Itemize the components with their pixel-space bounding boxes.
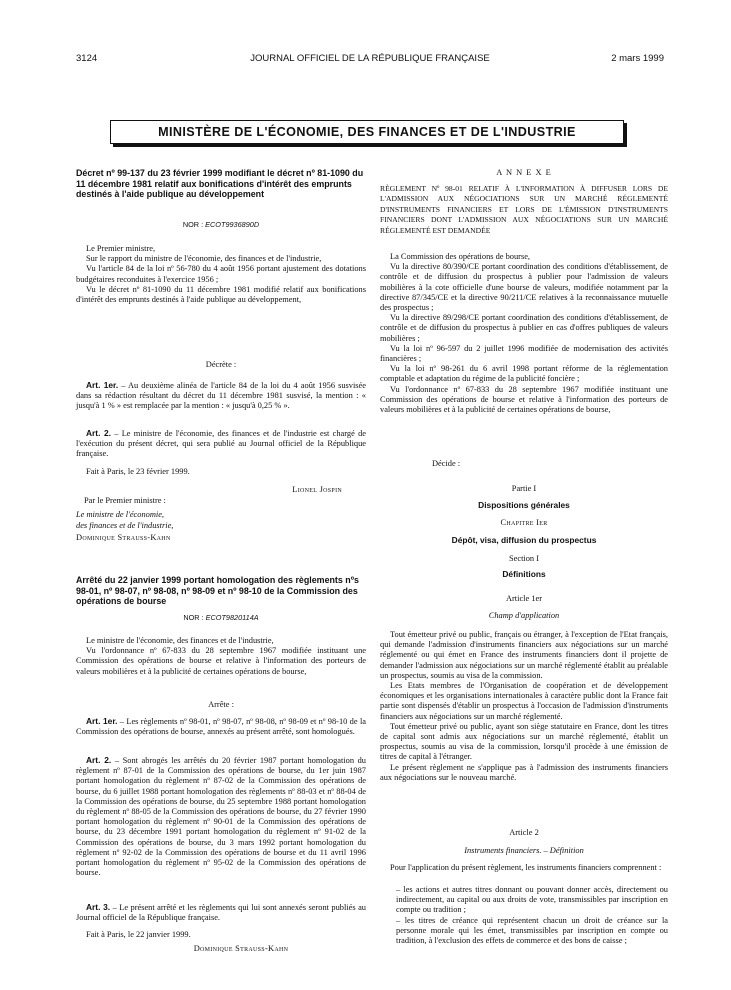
arrete-para: Vu l'ordonnance nº 67-833 du 28 septembre 1967 modifiée instituant une Commission des opérations de bourse et relative à l'information des porteurs de valeurs mobilières et à la publicité de certaines opérations de bourse, [76, 646, 366, 676]
section-heading: Section I [508, 554, 539, 563]
list-item: – les actions et autres titres donnant ou pouvant donner accès, directement ou indirectement, au capital ou aux droits de vote, transmissibles par inscription en compte ou tradition ; [396, 885, 668, 915]
arrete-preamble [76, 636, 366, 677]
decret-fait: Fait à Paris, le 23 février 1999. [86, 467, 190, 476]
arrete-para: Le ministre de l'économie, des finances et de l'industrie, [86, 636, 274, 645]
article-1-body [380, 630, 668, 783]
reglement-title: RÈGLEMENT Nº 98-01 RELATIF À L'INFORMATION À DIFFUSER LORS DE L'ADMISSION AUX NÉGOCIATIONS SUR UN MARCHÉ RÉGLEMENTÉ D'INSTRUMENTS FINANCIERS ET LORS DE L'ÉMISSION D'INSTRUMENTS FINANCIERS DONT L'ADMISSION AUX NÉGOCIATIONS SUR UN MARCHÉ RÉGLEMENTÉ EST DEMANDÉE [380, 184, 668, 235]
decret-article-2: Art. 2. – Le ministre de l'économie, des finances et de l'industrie est chargé de l'exécution du présent décret, qui sera publié au Journal officiel de la République française. [76, 428, 366, 459]
decret-para: Sur le rapport du ministre de l'économie, des finances et de l'industrie, [86, 254, 322, 264]
article-2-para: Pour l'application du présent règlement, les instruments financiers comprennent : [390, 863, 662, 872]
decret-para: Vu l'article 84 de la loi nº 56-780 du 4 août 1956 portant ajustement des dotations budgétaires reconduites à l'exercice 1956 ; [76, 264, 366, 284]
annexe-para: Vu la directive 89/298/CE portant coordination des conditions d'établissement, de contrôle et de diffusion du prospectus à publier en cas d'offres publiques de valeurs mobilières ; [380, 313, 668, 343]
article-2-body [380, 863, 668, 873]
decret-decrete: Décrète : [205, 360, 237, 369]
annexe-heading: A N N E X E [496, 168, 552, 177]
journal-title: JOURNAL OFFICIEL DE LA RÉPUBLIQUE FRANÇAISE [250, 53, 490, 64]
arrete-nor-code: ECOT9820114A [205, 613, 259, 622]
decret-signer: Lionel Jospin [292, 485, 342, 494]
arrete-fait: Fait à Paris, le 22 janvier 1999. [86, 930, 191, 939]
annexe-preamble [380, 252, 668, 415]
instruments-heading: Instruments financiers. – Définition [464, 846, 584, 855]
partie-heading: Partie I [511, 484, 537, 493]
arrete-article-1: Art. 1er. – Les règlements nº 98-01, nº 98-07, nº 98-08, nº 98-09 et nº 98-10 de la Commission des opérations de bourse, annexés au présent arrêté, sont homologués. [76, 716, 366, 737]
minister-line-2: des finances et de l'industrie, [76, 521, 174, 530]
annexe-para: Vu la loi nº 96-597 du 2 juillet 1996 modifiée de modernisation des activités financières ; [380, 343, 668, 364]
annexe-para: Vu l'ordonnance nº 67-833 du 28 septembre 1967 modifiée instituant une Commission des opérations de bourse et relative à l'information des porteurs de valeurs mobilières et à la publicité de certaines opérations de bourse, [380, 384, 668, 415]
page-number: 3124 [76, 53, 98, 64]
champ-heading: Champ d'application [488, 611, 560, 620]
decret-nor: NOR : ECOT9936890D [182, 220, 260, 229]
article-label: Art. 2. [86, 428, 111, 438]
article-label: Art. 3. [86, 902, 111, 912]
decret-title: Décret nº 99-137 du 23 février 1999 modifiant le décret nº 81-1090 du 11 décembre 1981 relatif aux bonifications d'intérêt des emprunts destinés à l'aide publique au développement [76, 168, 364, 200]
decret-par: Par le Premier ministre : [84, 496, 166, 505]
annexe-para: La Commission des opérations de bourse, [390, 252, 531, 261]
arrete-article-3: Art. 3. – Le présent arrêté et les règlements qui lui sont annexés seront publiés au Journal officiel de la République française. [76, 902, 366, 923]
decret-nor-code: ECOT9936890D [205, 220, 260, 229]
article-label: Art. 1er. [86, 380, 119, 390]
arrete-signer: Dominique Strauss-Kahn [193, 944, 289, 953]
ministry-title: MINISTÈRE DE L'ÉCONOMIE, DES FINANCES ET DE L'INDUSTRIE [158, 125, 576, 139]
running-header [76, 53, 664, 67]
arrete-article-2: Art. 2. – Sont abrogés les arrêtés du 20 février 1987 portant homologation du règlement nº 87-01 de la Commission des opérations de bourse, du 1er juin 1987 portant homologation du règlement nº 87-02 de la Commission des opérations de bourse, du 6 juillet 1988 portant homologation des règlements nº 88-03 et nº 88-04 de la Commission des opérations de bourse, du 25 septembre 1988 portant homologation du règlement nº 88-05 de la Commission des opérations de bourse, du 27 février 1990 portant homologation du règlement nº 90-01 de la Commission des opérations de bourse, du 23 décembre 1991 portant homologation du règlement nº 91-02 de la Commission des opérations de bourse, du 3 mars 1992 portant homologation du règlement nº 92-02 de la Commission des opérations de bourse et du 11 avril 1996 portant homologation du règlement nº 95-02 de la Commission des opérations de bourse. [76, 755, 366, 878]
article-2-heading: Article 2 [509, 828, 539, 837]
article-1-para: Les Etats membres de l'Organisation de coopération et de développement économiques et les organisations internationales à caractère public dont la France fait partie sont dispensés d'établir un prospectus à l'occasion de l'admission d'instruments financiers aux négociations sur un marché réglementé. [380, 681, 668, 721]
decret-minister: Dominique Strauss-Kahn [76, 533, 171, 542]
definitions-heading: Définitions [502, 569, 546, 579]
article-label: Art. 2. [86, 755, 112, 765]
annexe-para: Vu la loi nº 98-261 du 6 avril 1998 portant réforme de la réglementation comptable et adaptation du régime de la publicité foncière ; [380, 364, 668, 384]
annexe-decide: Décide : [432, 459, 461, 468]
issue-date: 2 mars 1999 [611, 53, 664, 64]
arrete-title: Arrêté du 22 janvier 1999 portant homologation des règlements nºs 98-01, nº 98-07, nº 98-08, nº 98-09 et nº 98-10 de la Commission des opérations de bourse [76, 575, 359, 607]
decret-body [76, 244, 366, 305]
article-1-heading: Article 1er [505, 594, 543, 603]
annexe-para: Vu la directive 80/390/CE portant coordination des conditions d'établissement, de contrôle et de diffusion du prospectus à publier pour l'admission de valeurs mobilières à la cote officielle d'une bourse de valeurs, modifiée notamment par la directive 87/345/CE et la directive 90/211/CE relatives à la reconnaissance mutuelle des prospectus ; [380, 262, 668, 313]
arrete-nor: NOR : ECOT9820114A [183, 613, 259, 622]
article-1-para: Tout émetteur privé ou public, ayant son siège statutaire en France, dont les titres de capital sont admis aux négociations sur un marché réglementé, établit un prospectus, soumis au visa de la commission, lorsqu'il procède à une émission de titres de capital à l'étranger. [380, 721, 668, 762]
depot-heading: Dépôt, visa, diffusion du prospectus [451, 535, 597, 545]
ministry-banner [110, 120, 624, 144]
article-1-para: Le présent règlement ne s'applique pas à l'admission des instruments financiers aux négociations sur le nouveau marché. [380, 762, 668, 782]
list-item: – les titres de créance qui représentent chacun un droit de créance sur la personne morale qui les émet, transmissibles par inscription en compte ou tradition, à l'exclusion des effets de commerce et des bons de caisse ; [396, 915, 668, 946]
decret-para: Vu le décret nº 81-1090 du 11 décembre 1981 modifié relatif aux bonifications d'intérêt des emprunts destinés à l'aide publique au développement, [76, 284, 366, 305]
minister-line-1: Le ministre de l'économie, [76, 510, 165, 519]
arrete-word: Arrête : [208, 700, 234, 709]
article-2-list [380, 885, 668, 946]
article-label: Art. 1er. [86, 716, 118, 726]
dispositions-heading: Dispositions générales [478, 500, 570, 510]
article-1-para: Tout émetteur privé ou public, français ou étranger, à l'exception de l'Etat français, qui demande l'admission d'instruments financiers aux négociations sur un marché réglementé ou qui émet en France des instruments financiers dont il projette de demander l'admission aux négociations sur un marché réglementé établit au préalable un prospectus, soumis au visa de la commission. [380, 630, 668, 680]
decret-intro: Le Premier ministre, [86, 244, 156, 253]
decret-article-1: Art. 1er. – Au deuxième alinéa de l'article 84 de la loi du 4 août 1956 susvisée dans sa rédaction résultant du décret du 11 décembre 1981 susvisé, la mention : « jusqu'à 1 % » est remplacée par la mention : « jusqu'à 0,25 % ». [76, 380, 366, 411]
chapitre-heading: Chapitre Ier [500, 518, 548, 527]
